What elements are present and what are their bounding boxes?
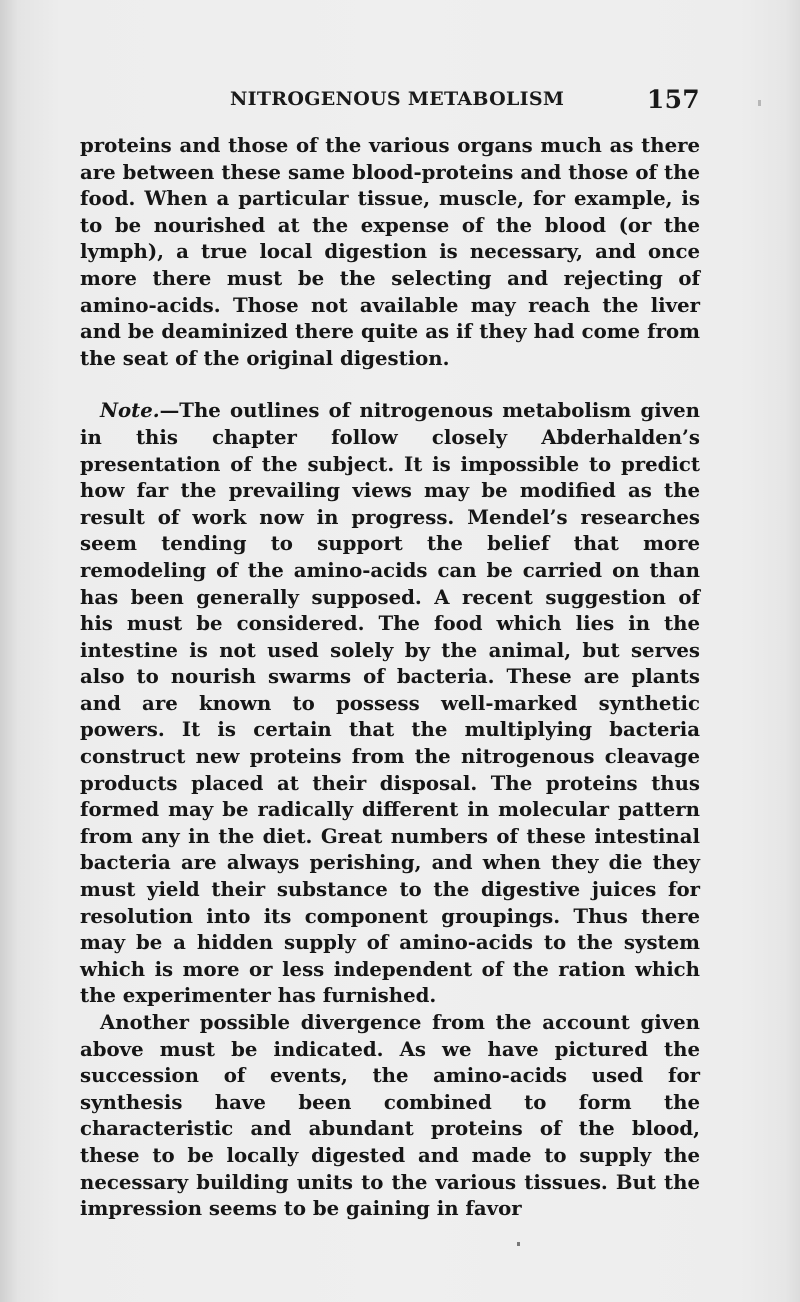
- scan-speck: [517, 1242, 520, 1246]
- paragraph-note: [80, 398, 700, 1010]
- scan-mark: [758, 100, 761, 106]
- paragraph-divergence: Another possible divergence from the account given above must be indicated. As we have pictured the succession of events, the amino-acids used for synthesis have been combined to form the characteristic and abundant proteins of the blood, these to be locally digested and made to supply the necessary building units to the various tissues. But the impression seems to be gaining in favor: [80, 1011, 700, 1221]
- page-number: 157: [646, 85, 700, 114]
- running-head-title: NITROGENOUS METABOLISM: [230, 88, 565, 110]
- paragraph-continuation: proteins and those of the various organs much as there are between these same blood-proteins and those of the food. When a particular tissue, muscle, for example, is to be nourished at the expense of the blood (or the lymph), a true local digestion is necessary, and once more there must be the selecting and rejecting of amino-acids. Those not available may reach the liver and be deaminized there quite as if they had come from the seat of the original digestion.: [80, 134, 700, 370]
- note-text: —The outlines of nitrogenous metabolism given in this chapter follow closely Abderhalden’s presentation of the subject. It is impossible to predict how far the prevailing views may be modified as the result of work now in progress. Mendel’s researches seem tending to support the belief that more remodeling of the amino-acids can be carried on than has been generally supposed. A recent suggestion of his must be considered. The food which lies in the intestine is not used solely by the animal, but serves also to nourish swarms of bacteria. These are plants and are known to possess well-marked synthetic powers. It is certain that the multiplying bacteria construct new proteins from the nitrogenous cleavage products placed at their disposal. The proteins thus formed may be radically different in molecular pattern from any in the diet. Great numbers of these intestinal bacteria are always perishing, and when they die they must yield their substance to the digestive juices for resolution into its component groupings. Thus there may be a hidden supply of amino-acids to the system which is more or less independent of the ration which the experimenter has furnished.: [80, 399, 700, 1008]
- running-head: [230, 85, 700, 118]
- page-body: [80, 133, 700, 1223]
- note-label: Note.: [100, 399, 160, 423]
